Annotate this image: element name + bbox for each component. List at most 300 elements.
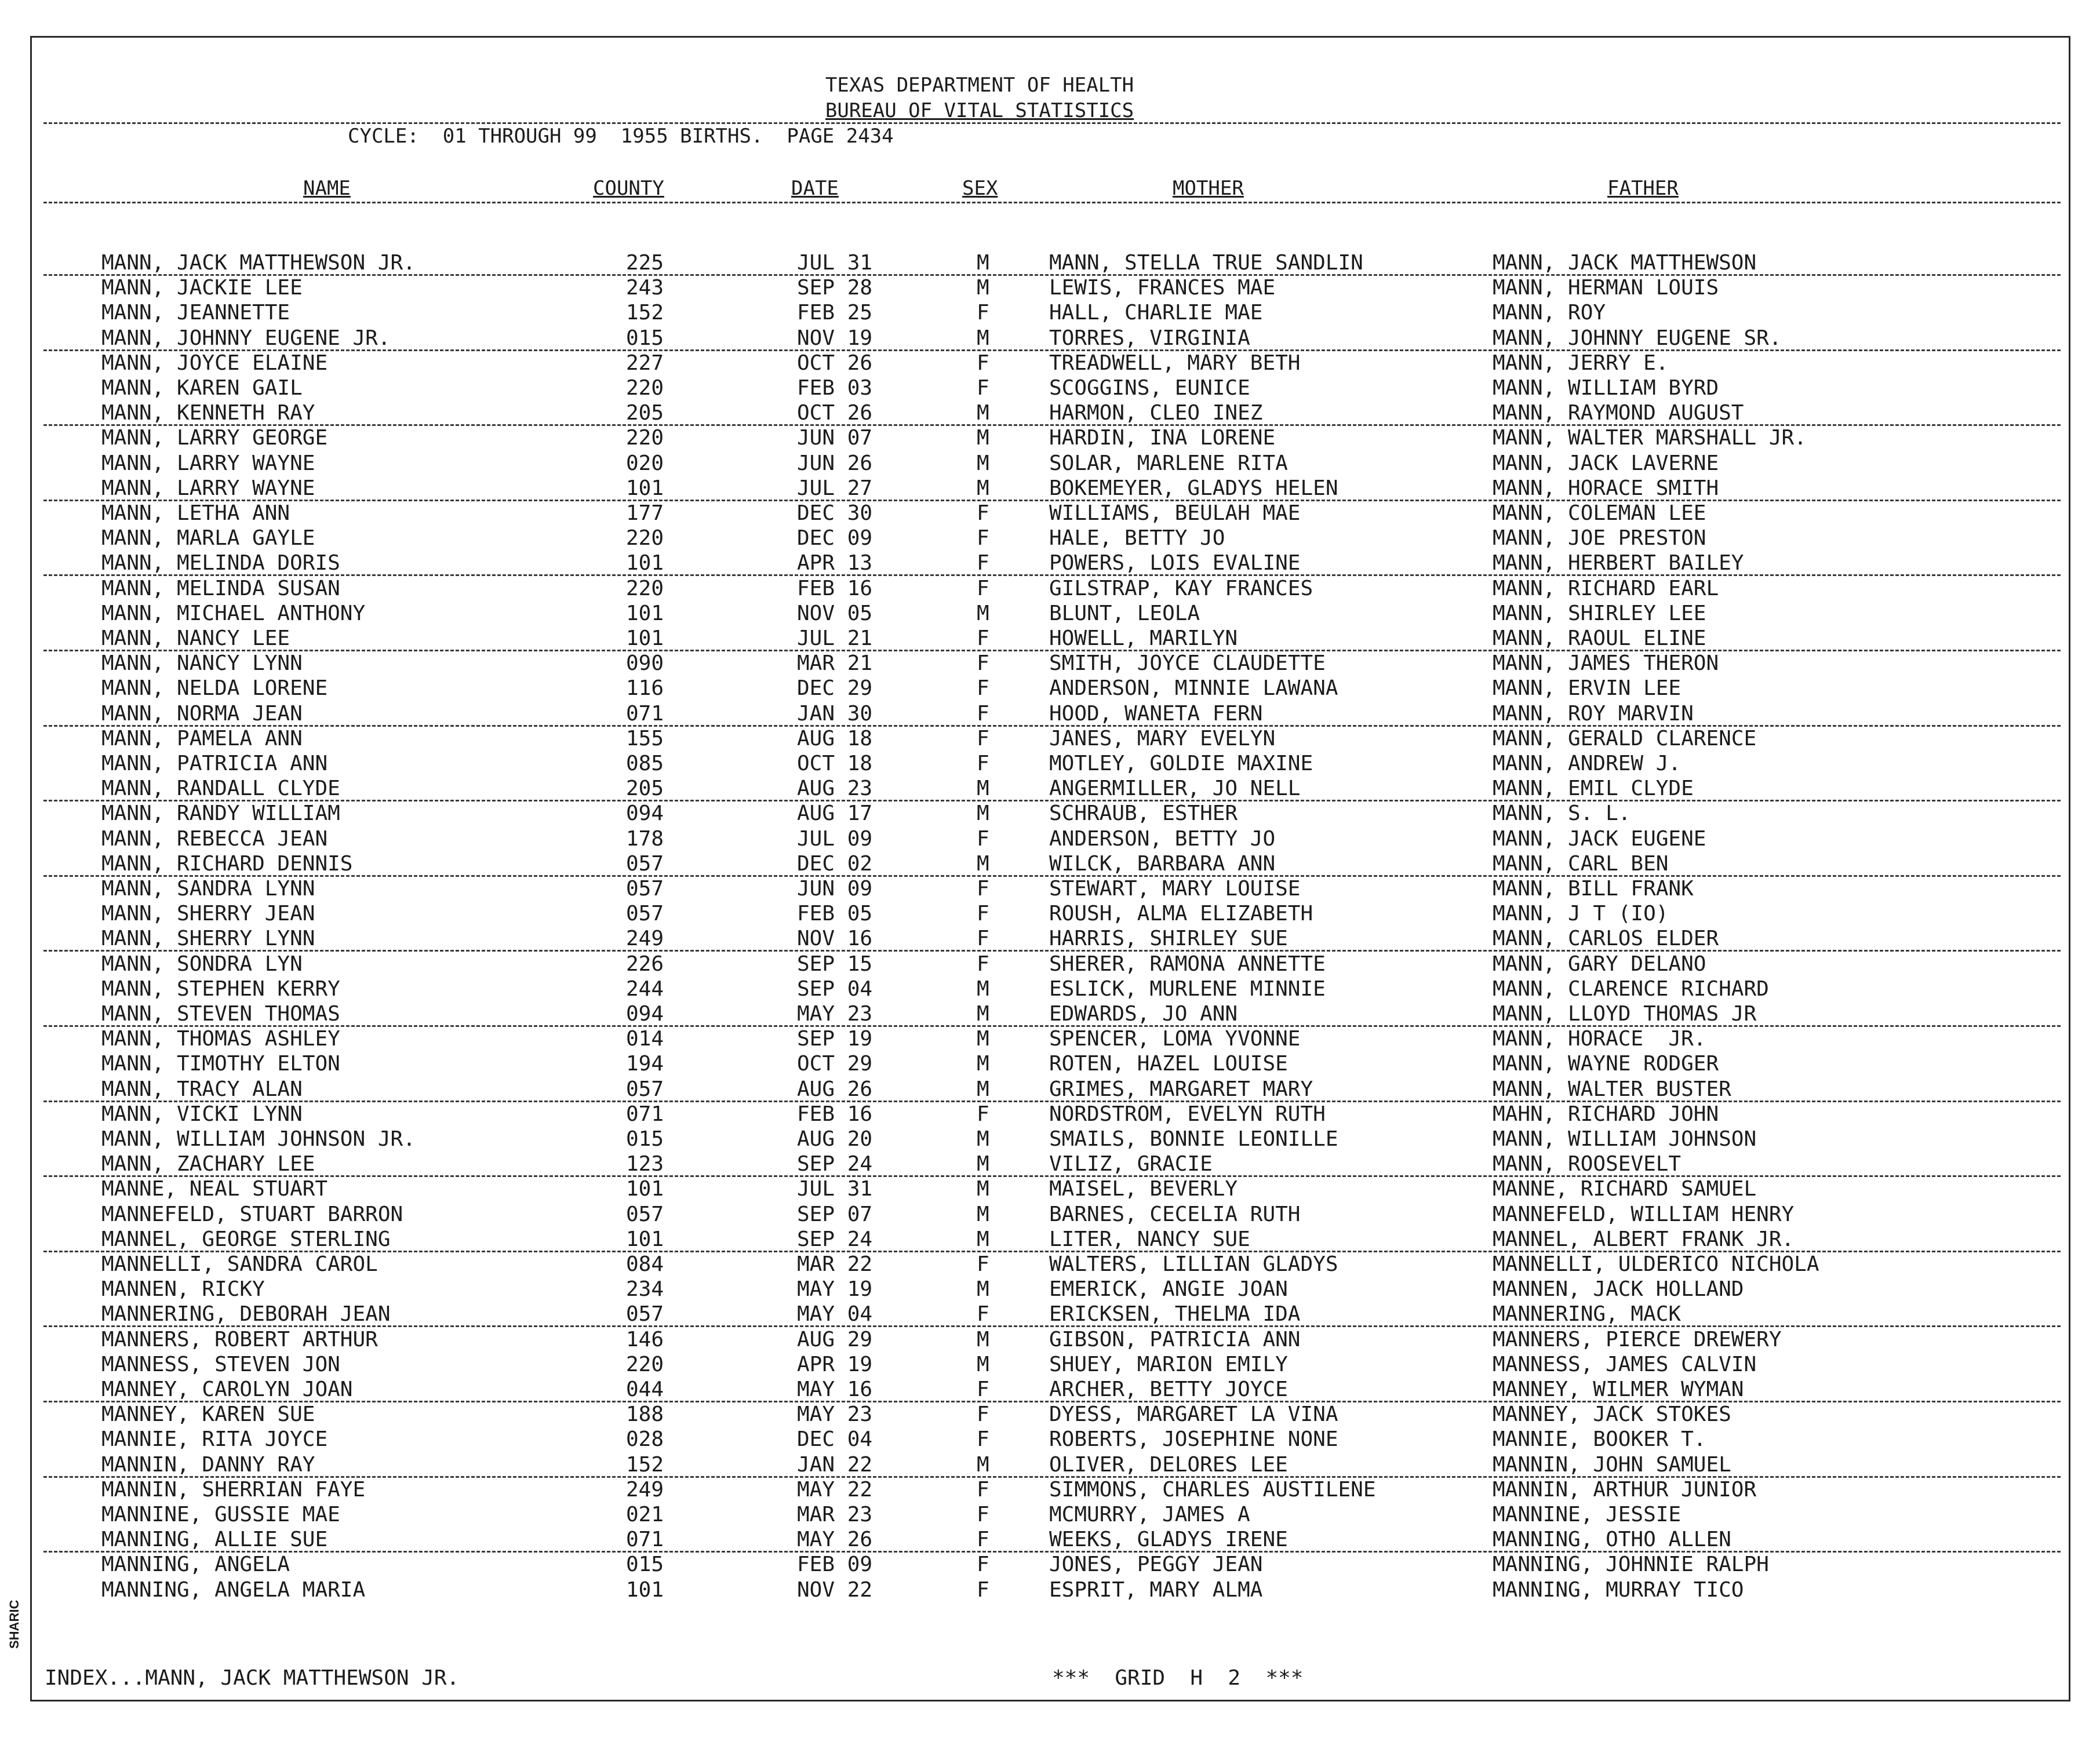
cell-date: OCT 29 [797, 1052, 873, 1076]
cell-name: MANN, WILLIAM JOHNSON JR. [101, 1127, 416, 1151]
grid-line: *** GRID H 2 *** [1052, 1666, 1304, 1690]
cell-date: DEC 02 [797, 851, 873, 876]
cell-name: MANN, STEPHEN KERRY [101, 977, 340, 1001]
cell-sex: F [977, 1477, 989, 1502]
cell-county: 021 [626, 1503, 664, 1526]
cell-father: MANN, HORACE SMITH [1493, 476, 1719, 500]
table-row [32, 1578, 2072, 1603]
cell-county: 101 [626, 476, 664, 500]
cell-mother: MCMURRY, JAMES A [1049, 1503, 1250, 1526]
table-row [32, 326, 2072, 351]
cell-name: MANNERS, ROBERT ARTHUR [101, 1327, 378, 1351]
cell-name: MANN, KAREN GAIL [101, 376, 303, 400]
cell-father: MANN, JACK MATTHEWSON [1493, 251, 1757, 275]
cell-date: JUN 09 [797, 877, 873, 901]
cell-mother: JONES, PEGGY JEAN [1049, 1553, 1263, 1577]
cell-county: 057 [626, 1302, 664, 1327]
cell-date: MAY 19 [797, 1277, 873, 1302]
cell-sex: F [977, 501, 989, 525]
cell-mother: WEEKS, GLADYS IRENE [1049, 1528, 1288, 1552]
cell-county: 057 [626, 902, 664, 926]
cell-date: JUL 27 [797, 476, 873, 500]
cell-sex: M [977, 601, 989, 625]
cell-sex: M [977, 801, 989, 826]
cell-date: DEC 29 [797, 676, 873, 701]
cell-sex: F [977, 726, 989, 750]
cell-father: MANNING, OTHO ALLEN [1493, 1528, 1731, 1552]
cell-sex: M [977, 451, 989, 475]
cell-father: MANN, SHIRLEY LEE [1493, 601, 1706, 625]
table-row [32, 1478, 2072, 1503]
cell-name: MANN, REBECCA JEAN [101, 826, 328, 851]
cell-sex: F [977, 376, 989, 400]
cell-date: MAY 04 [797, 1302, 873, 1327]
table-row [32, 1127, 2072, 1152]
header-title: TEXAS DEPARTMENT OF HEALTH [825, 74, 1134, 97]
cell-sex: F [977, 1302, 989, 1327]
cell-mother: ESLICK, MURLENE MINNIE [1049, 977, 1326, 1001]
table-row [32, 1378, 2072, 1402]
cell-county: 101 [626, 1577, 664, 1602]
cell-county: 057 [626, 1202, 664, 1226]
cell-father: MANN, S. L. [1493, 801, 1631, 826]
cell-mother: SCHRAUB, ESTHER [1049, 801, 1238, 826]
cell-name: MANNIN, DANNY RAY [101, 1452, 315, 1477]
cell-county: 249 [626, 1477, 664, 1502]
cell-county: 071 [626, 1102, 664, 1126]
cell-name: MANNING, ANGELA MARIA [101, 1577, 366, 1602]
cell-name: MANN, KENNETH RAY [101, 401, 315, 425]
cell-sex: M [977, 851, 989, 876]
cell-date: JUN 26 [797, 451, 873, 475]
cell-father: MANN, WALTER MARSHALL JR. [1493, 426, 1807, 450]
cell-mother: SHUEY, MARION EMILY [1049, 1352, 1288, 1376]
cell-name: MANNELLI, SANDRA CAROL [101, 1252, 378, 1276]
cell-name: MANN, NANCY LEE [101, 626, 290, 650]
cell-father: MANN, LLOYD THOMAS JR [1493, 1002, 1757, 1026]
table-row [32, 501, 2072, 526]
cell-sex: F [977, 676, 989, 701]
cell-county: 015 [626, 1127, 664, 1151]
cell-name: MANN, RANDY WILLIAM [101, 801, 340, 826]
cell-sex: F [977, 1577, 989, 1602]
cell-sex: F [977, 826, 989, 851]
cell-mother: ROTEN, HAZEL LOUISE [1049, 1052, 1288, 1076]
cell-mother: DYESS, MARGARET LA VINA [1049, 1402, 1338, 1427]
cell-sex: F [977, 301, 989, 325]
cell-name: MANN, PATRICIA ANN [101, 752, 328, 775]
cell-name: MANNINE, GUSSIE MAE [101, 1503, 340, 1526]
cell-father: MANN, HORACE JR. [1493, 1027, 1706, 1051]
cell-mother: SCOGGINS, EUNICE [1049, 376, 1250, 400]
cell-date: FEB 25 [797, 301, 873, 325]
table-row [32, 952, 2072, 977]
cell-date: MAR 21 [797, 651, 873, 676]
cell-father: MANN, CARL BEN [1493, 851, 1669, 876]
cell-date: AUG 17 [797, 801, 873, 826]
cell-name: MANN, SHERRY JEAN [101, 902, 315, 926]
column-header-father: FATHER [1607, 177, 1679, 200]
cell-mother: VILIZ, GRACIE [1049, 1152, 1213, 1176]
cell-county: 123 [626, 1152, 664, 1176]
cell-name: MANN, ZACHARY LEE [101, 1152, 315, 1176]
cell-mother: MAISEL, BEVERLY [1049, 1177, 1238, 1201]
cell-county: 220 [626, 576, 664, 600]
cell-sex: F [977, 1102, 989, 1126]
cell-father: MANNEY, WILMER WYMAN [1493, 1378, 1744, 1401]
cell-mother: ANDERSON, MINNIE LAWANA [1049, 676, 1338, 701]
cell-name: MANN, SONDRA LYN [101, 952, 303, 976]
cell-father: MANN, ROY [1493, 301, 1606, 325]
cell-name: MANNEN, RICKY [101, 1277, 265, 1302]
cell-date: NOV 19 [797, 326, 873, 350]
cell-name: MANN, LARRY GEORGE [101, 426, 328, 450]
table-row [32, 351, 2072, 376]
cell-sex: F [977, 752, 989, 775]
cell-county: 101 [626, 1177, 664, 1201]
cell-date: MAY 26 [797, 1528, 873, 1552]
cell-date: SEP 15 [797, 952, 873, 976]
cell-county: 084 [626, 1252, 664, 1276]
table-row [32, 1002, 2072, 1027]
cell-father: MANN, CARLOS ELDER [1493, 927, 1719, 951]
cell-mother: HALL, CHARLIE MAE [1049, 301, 1263, 325]
table-row [32, 801, 2072, 826]
cell-sex: M [977, 1177, 989, 1201]
table-row [32, 476, 2072, 501]
cell-sex: F [977, 526, 989, 551]
cell-sex: M [977, 276, 989, 300]
cell-name: MANN, LARRY WAYNE [101, 451, 315, 475]
cell-sex: F [977, 701, 989, 726]
cell-father: MANN, EMIL CLYDE [1493, 777, 1694, 801]
cell-date: DEC 09 [797, 526, 873, 551]
cell-name: MANNEY, CAROLYN JOAN [101, 1378, 353, 1401]
cell-county: 101 [626, 626, 664, 650]
cell-sex: M [977, 251, 989, 275]
cell-name: MANN, JOYCE ELAINE [101, 351, 328, 375]
cell-county: 188 [626, 1402, 664, 1427]
cell-mother: HOOD, WANETA FERN [1049, 701, 1263, 726]
table-row [32, 702, 2072, 727]
cell-date: SEP 24 [797, 1227, 873, 1251]
cell-name: MANN, MELINDA SUSAN [101, 576, 340, 600]
cell-county: 028 [626, 1427, 664, 1452]
cell-father: MANN, JAMES THERON [1493, 651, 1719, 676]
cell-county: 226 [626, 952, 664, 976]
table-row [32, 1328, 2072, 1353]
cell-mother: SMITH, JOYCE CLAUDETTE [1049, 651, 1326, 676]
cell-sex: M [977, 1327, 989, 1351]
cell-date: MAY 16 [797, 1378, 873, 1401]
cell-father: MANNIN, ARTHUR JUNIOR [1493, 1477, 1757, 1502]
cell-date: JUL 31 [797, 251, 873, 275]
cell-county: 057 [626, 851, 664, 876]
cell-mother: POWERS, LOIS EVALINE [1049, 551, 1301, 575]
cell-date: JUN 07 [797, 426, 873, 450]
cell-county: 116 [626, 676, 664, 701]
cell-name: MANNEFELD, STUART BARRON [101, 1202, 403, 1226]
cell-date: FEB 09 [797, 1553, 873, 1577]
cell-father: MANN, WALTER BUSTER [1493, 1077, 1731, 1101]
cell-sex: M [977, 1452, 989, 1477]
cell-mother: SMAILS, BONNIE LEONILLE [1049, 1127, 1338, 1151]
cell-father: MANN, WILLIAM JOHNSON [1493, 1127, 1757, 1151]
table-row [32, 1503, 2072, 1528]
table-row [32, 1027, 2072, 1052]
table-row [32, 777, 2072, 801]
cell-mother: SPENCER, LOMA YVONNE [1049, 1027, 1301, 1051]
cell-mother: STEWART, MARY LOUISE [1049, 877, 1301, 901]
cell-father: MANN, RAYMOND AUGUST [1493, 401, 1744, 425]
table-row [32, 1252, 2072, 1277]
cell-date: NOV 22 [797, 1577, 873, 1602]
cell-name: MANN, NELDA LORENE [101, 676, 328, 701]
cell-sex: F [977, 1252, 989, 1276]
cell-mother: LEWIS, FRANCES MAE [1049, 276, 1276, 300]
cell-sex: M [977, 1027, 989, 1051]
cell-date: MAR 23 [797, 1503, 873, 1526]
cell-county: 225 [626, 251, 664, 275]
cell-date: OCT 26 [797, 351, 873, 375]
cell-county: 205 [626, 401, 664, 425]
table-row [32, 1277, 2072, 1302]
cell-county: 220 [626, 426, 664, 450]
cell-name: MANN, MELINDA DORIS [101, 551, 340, 575]
cell-county: 244 [626, 977, 664, 1001]
cell-mother: HALE, BETTY JO [1049, 526, 1225, 551]
cell-county: 014 [626, 1027, 664, 1051]
cell-sex: F [977, 551, 989, 575]
table-row [32, 651, 2072, 676]
cell-sex: M [977, 777, 989, 801]
cell-mother: ANGERMILLER, JO NELL [1049, 777, 1301, 801]
cell-name: MANN, SANDRA LYNN [101, 877, 315, 901]
cell-mother: LITER, NANCY SUE [1049, 1227, 1250, 1251]
cell-name: MANNEY, KAREN SUE [101, 1402, 315, 1427]
cell-name: MANNIE, RITA JOYCE [101, 1427, 328, 1452]
header-divider [43, 122, 2061, 124]
cell-father: MANN, HERMAN LOUIS [1493, 276, 1719, 300]
cell-name: MANN, TIMOTHY ELTON [101, 1052, 340, 1076]
cell-date: DEC 30 [797, 501, 873, 525]
cell-date: NOV 05 [797, 601, 873, 625]
cell-mother: HARRIS, SHIRLEY SUE [1049, 927, 1288, 951]
table-row [32, 1177, 2072, 1202]
cell-county: 044 [626, 1378, 664, 1401]
cell-father: MANN, CLARENCE RICHARD [1493, 977, 1769, 1001]
cell-date: FEB 16 [797, 576, 873, 600]
table-row [32, 877, 2072, 902]
cell-father: MANN, RAOUL ELINE [1493, 626, 1706, 650]
cell-sex: M [977, 1227, 989, 1251]
cell-date: JUL 09 [797, 826, 873, 851]
cell-mother: ARCHER, BETTY JOYCE [1049, 1378, 1288, 1401]
cell-sex: F [977, 1528, 989, 1552]
table-row [32, 977, 2072, 1002]
cell-county: 234 [626, 1277, 664, 1302]
cell-county: 227 [626, 351, 664, 375]
cell-county: 015 [626, 1553, 664, 1577]
index-line: INDEX...MANN, JACK MATTHEWSON JR. [45, 1666, 460, 1690]
cell-name: MANN, MICHAEL ANTHONY [101, 601, 366, 625]
cell-mother: SOLAR, MARLENE RITA [1049, 451, 1288, 475]
cell-father: MANN, ROY MARVIN [1493, 701, 1694, 726]
cell-county: 205 [626, 777, 664, 801]
cell-sex: M [977, 1202, 989, 1226]
cell-date: JAN 30 [797, 701, 873, 726]
cell-father: MANN, GERALD CLARENCE [1493, 726, 1757, 750]
cell-date: AUG 23 [797, 777, 873, 801]
cell-name: MANNIN, SHERRIAN FAYE [101, 1477, 366, 1502]
cell-sex: M [977, 1127, 989, 1151]
cell-date: APR 19 [797, 1352, 873, 1376]
table-row [32, 451, 2072, 476]
cell-sex: F [977, 1427, 989, 1452]
cell-mother: BOKEMEYER, GLADYS HELEN [1049, 476, 1338, 500]
cell-date: MAR 22 [797, 1252, 873, 1276]
cell-name: MANN, PAMELA ANN [101, 726, 303, 750]
cell-name: MANNING, ALLIE SUE [101, 1528, 328, 1552]
cell-county: 057 [626, 1077, 664, 1101]
cell-mother: GIBSON, PATRICIA ANN [1049, 1327, 1301, 1351]
cell-date: FEB 05 [797, 902, 873, 926]
cell-father: MANNEL, ALBERT FRANK JR. [1493, 1227, 1795, 1251]
table-row [32, 827, 2072, 852]
cell-father: MANNEN, JACK HOLLAND [1493, 1277, 1744, 1302]
cell-mother: GILSTRAP, KAY FRANCES [1049, 576, 1313, 600]
table-row [32, 676, 2072, 701]
cell-father: MANNING, MURRAY TICO [1493, 1577, 1744, 1602]
cell-sex: M [977, 426, 989, 450]
cell-mother: GRIMES, MARGARET MARY [1049, 1077, 1313, 1101]
cell-father: MANNEFELD, WILLIAM HENRY [1493, 1202, 1795, 1226]
cell-date: JUL 21 [797, 626, 873, 650]
cell-date: SEP 28 [797, 276, 873, 300]
cell-sex: F [977, 626, 989, 650]
cell-father: MANN, WILLIAM BYRD [1493, 376, 1719, 400]
cell-name: MANN, RANDALL CLYDE [101, 777, 340, 801]
cell-mother: TORRES, VIRGINIA [1049, 326, 1250, 350]
cell-mother: TREADWELL, MARY BETH [1049, 351, 1301, 375]
cell-name: MANN, STEVEN THOMAS [101, 1002, 340, 1026]
cell-date: SEP 07 [797, 1202, 873, 1226]
cell-father: MANNIN, JOHN SAMUEL [1493, 1452, 1731, 1477]
cell-sex: M [977, 401, 989, 425]
table-row [32, 602, 2072, 626]
table-row [32, 251, 2072, 276]
cell-father: MANNIE, BOOKER T. [1493, 1427, 1706, 1452]
cell-county: 152 [626, 301, 664, 325]
cell-mother: ERICKSEN, THELMA IDA [1049, 1302, 1301, 1327]
cell-county: 085 [626, 752, 664, 775]
cell-date: FEB 03 [797, 376, 873, 400]
cell-sex: F [977, 952, 989, 976]
cell-date: JUL 31 [797, 1177, 873, 1201]
cell-mother: ROBERTS, JOSEPHINE NONE [1049, 1427, 1338, 1452]
cell-sex: M [977, 977, 989, 1001]
table-row [32, 1528, 2072, 1553]
cell-mother: SIMMONS, CHARLES AUSTILENE [1049, 1477, 1376, 1502]
cell-father: MANNESS, JAMES CALVIN [1493, 1352, 1757, 1376]
cell-county: 090 [626, 651, 664, 676]
cell-county: 101 [626, 1227, 664, 1251]
table-row [32, 1427, 2072, 1452]
cell-mother: JANES, MARY EVELYN [1049, 726, 1276, 750]
table-row [32, 1453, 2072, 1478]
table-row [32, 852, 2072, 877]
cell-mother: NORDSTROM, EVELYN RUTH [1049, 1102, 1326, 1126]
cell-mother: OLIVER, DELORES LEE [1049, 1452, 1288, 1477]
side-label: SHARIC [7, 1599, 21, 1649]
cell-county: 101 [626, 601, 664, 625]
cell-father: MANN, RICHARD EARL [1493, 576, 1719, 600]
cell-father: MANN, ERVIN LEE [1493, 676, 1682, 701]
cell-date: MAY 23 [797, 1002, 873, 1026]
table-row [32, 727, 2072, 752]
cell-county: 220 [626, 526, 664, 551]
cell-father: MANN, JOHNNY EUGENE SR. [1493, 326, 1782, 350]
cell-mother: ROUSH, ALMA ELIZABETH [1049, 902, 1313, 926]
cell-county: 057 [626, 877, 664, 901]
cell-county: 249 [626, 927, 664, 951]
table-row [32, 1052, 2072, 1077]
cell-name: MANN, NANCY LYNN [101, 651, 303, 676]
cell-sex: M [977, 326, 989, 350]
cell-mother: HARDIN, INA LORENE [1049, 426, 1276, 450]
cell-county: 101 [626, 551, 664, 575]
cell-name: MANN, JACK MATTHEWSON JR. [101, 251, 416, 275]
cell-county: 071 [626, 701, 664, 726]
cell-name: MANN, SHERRY LYNN [101, 927, 315, 951]
cell-date: APR 13 [797, 551, 873, 575]
cell-sex: F [977, 576, 989, 600]
cell-sex: F [977, 1378, 989, 1401]
cell-mother: BARNES, CECELIA RUTH [1049, 1202, 1301, 1226]
cell-father: MANNELLI, ULDERICO NICHOLA [1493, 1252, 1819, 1276]
document-frame [30, 36, 2070, 1701]
table-row [32, 301, 2072, 326]
cell-father: MANNERING, MACK [1493, 1302, 1682, 1327]
cell-county: 155 [626, 726, 664, 750]
cell-mother: ANDERSON, BETTY JO [1049, 826, 1276, 851]
cell-county: 220 [626, 1352, 664, 1376]
cell-name: MANN, JACKIE LEE [101, 276, 303, 300]
table-row [32, 1152, 2072, 1177]
cell-name: MANNERING, DEBORAH JEAN [101, 1302, 391, 1327]
cell-father: MANN, J T (IO) [1493, 902, 1669, 926]
cell-sex: M [977, 1002, 989, 1026]
cell-father: MANN, HERBERT BAILEY [1493, 551, 1744, 575]
cell-date: OCT 26 [797, 401, 873, 425]
cell-date: SEP 04 [797, 977, 873, 1001]
cell-mother: WILLIAMS, BEULAH MAE [1049, 501, 1301, 525]
table-row [32, 1402, 2072, 1427]
cell-name: MANNE, NEAL STUART [101, 1177, 328, 1201]
cell-father: MANN, BILL FRANK [1493, 877, 1694, 901]
table-row [32, 376, 2072, 401]
cell-mother: MOTLEY, GOLDIE MAXINE [1049, 752, 1313, 775]
table-row [32, 577, 2072, 602]
table-row [32, 276, 2072, 301]
column-header-name: NAME [303, 177, 351, 200]
cell-mother: SHERER, RAMONA ANNETTE [1049, 952, 1326, 976]
cell-name: MANN, RICHARD DENNIS [101, 851, 353, 876]
cell-mother: EDWARDS, JO ANN [1049, 1002, 1238, 1026]
cell-county: 243 [626, 276, 664, 300]
cell-mother: MANN, STELLA TRUE SANDLIN [1049, 251, 1363, 275]
cell-father: MANN, ROOSEVELT [1493, 1152, 1682, 1176]
